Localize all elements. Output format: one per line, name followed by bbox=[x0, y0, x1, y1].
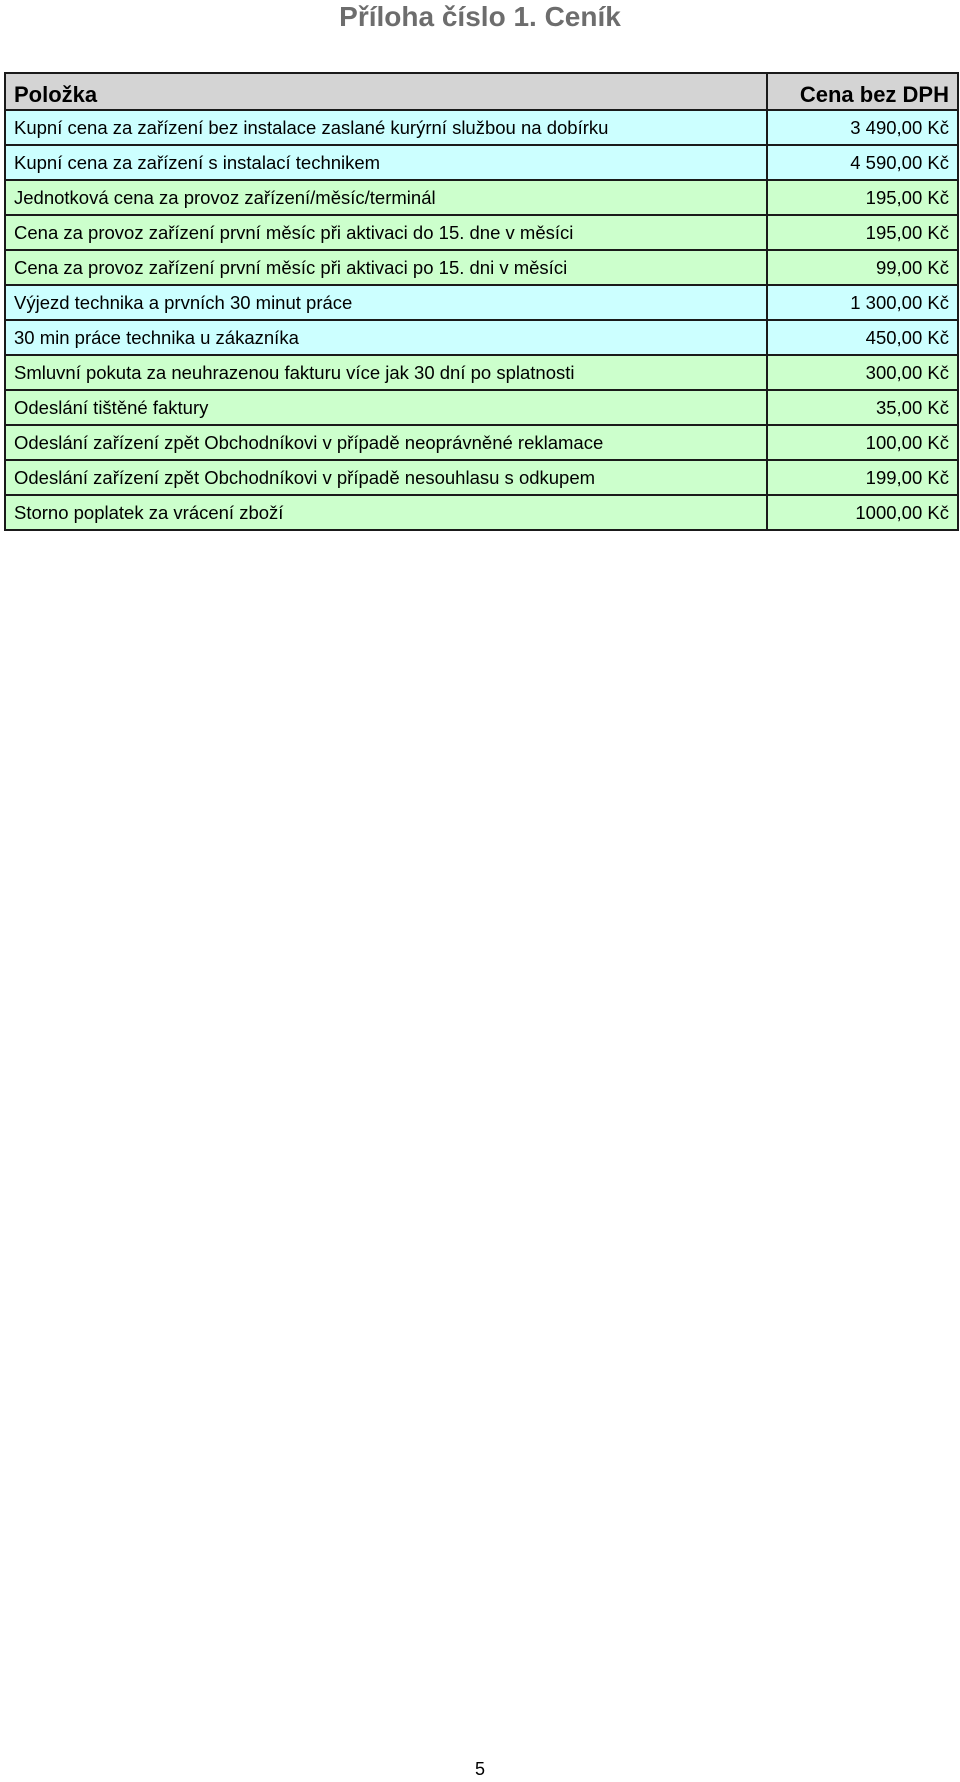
price-cell: 100,00 Kč bbox=[767, 425, 958, 460]
price-cell: 195,00 Kč bbox=[767, 215, 958, 250]
item-cell: Cena za provoz zařízení první měsíc při aktivaci do 15. dne v měsíci bbox=[5, 215, 767, 250]
page-title: Příloha číslo 1. Ceník bbox=[339, 1, 621, 32]
table-row bbox=[5, 250, 958, 285]
price-cell: 300,00 Kč bbox=[767, 355, 958, 390]
table-row bbox=[5, 215, 958, 250]
item-cell: Jednotková cena za provoz zařízení/měsíc/terminál bbox=[5, 180, 767, 215]
item-cell: Odeslání tištěné faktury bbox=[5, 390, 767, 425]
item-cell: Kupní cena za zařízení s instalací technikem bbox=[5, 145, 767, 180]
price-cell: 450,00 Kč bbox=[767, 320, 958, 355]
item-cell: Kupní cena za zařízení bez instalace zaslané kurýrní službou na dobírku bbox=[5, 110, 767, 145]
price-cell: 3 490,00 Kč bbox=[767, 110, 958, 145]
price-cell: 195,00 Kč bbox=[767, 180, 958, 215]
table-row bbox=[5, 355, 958, 390]
item-cell: Smluvní pokuta za neuhrazenou fakturu více jak 30 dní po splatnosti bbox=[5, 355, 767, 390]
table-row bbox=[5, 320, 958, 355]
item-cell: Odeslání zařízení zpět Obchodníkovi v případě nesouhlasu s odkupem bbox=[5, 460, 767, 495]
item-cell: 30 min práce technika u zákazníka bbox=[5, 320, 767, 355]
table-body bbox=[5, 110, 958, 530]
item-cell: Výjezd technika a prvních 30 minut práce bbox=[5, 285, 767, 320]
item-cell: Storno poplatek za vrácení zboží bbox=[5, 495, 767, 530]
table-row bbox=[5, 285, 958, 320]
price-cell: 1000,00 Kč bbox=[767, 495, 958, 530]
item-cell: Odeslání zařízení zpět Obchodníkovi v případě neoprávněné reklamace bbox=[5, 425, 767, 460]
table-row bbox=[5, 425, 958, 460]
price-cell: 4 590,00 Kč bbox=[767, 145, 958, 180]
column-header-item: Položka bbox=[5, 73, 767, 110]
price-cell: 35,00 Kč bbox=[767, 390, 958, 425]
table-row bbox=[5, 110, 958, 145]
table-row bbox=[5, 180, 958, 215]
table-row bbox=[5, 460, 958, 495]
price-cell: 1 300,00 Kč bbox=[767, 285, 958, 320]
table-row bbox=[5, 495, 958, 530]
price-table bbox=[4, 72, 959, 531]
column-header-price: Cena bez DPH bbox=[767, 73, 958, 110]
table-header-row bbox=[5, 73, 958, 110]
price-cell: 99,00 Kč bbox=[767, 250, 958, 285]
table-row bbox=[5, 390, 958, 425]
table-row bbox=[5, 145, 958, 180]
item-cell: Cena za provoz zařízení první měsíc při aktivaci po 15. dni v měsíci bbox=[5, 250, 767, 285]
page-number: 5 bbox=[474, 1759, 485, 1779]
price-cell: 199,00 Kč bbox=[767, 460, 958, 495]
